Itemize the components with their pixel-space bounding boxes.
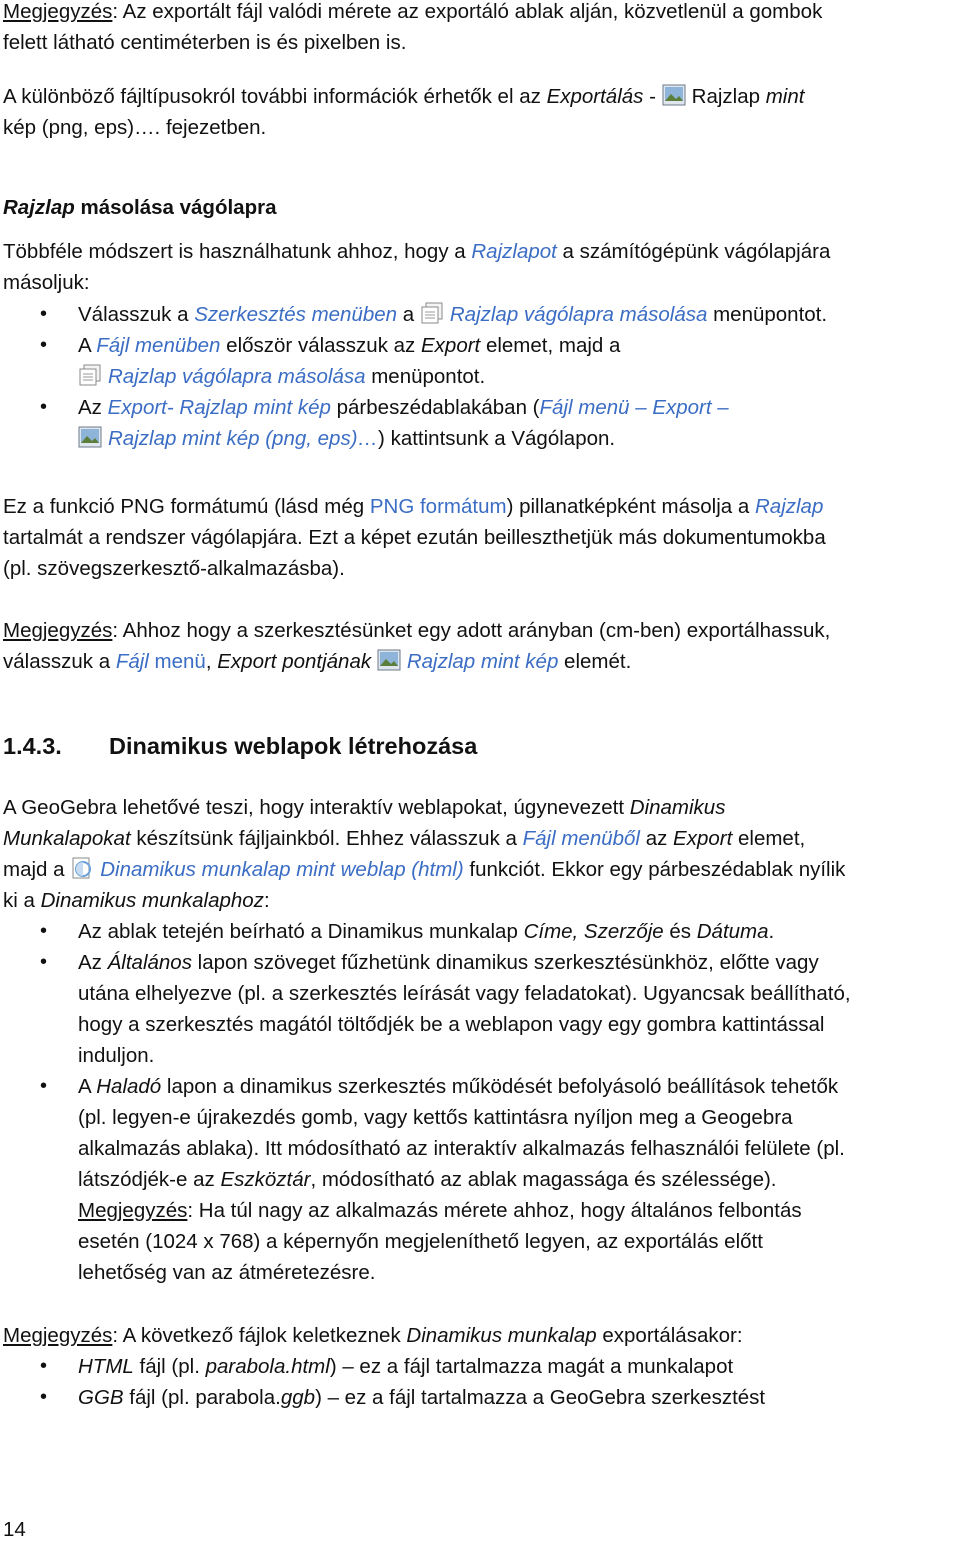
list-item: • Az Általános lapon szöveget fűzhetünk dinamikus szerkesztésünkhöz, előtte vagy utána elhelyezve (pl. a szerkesztés leírását vagy feladatokat). Ugyancsak beállítható, hogy a szerkesztés magától töltődjék be a weblapon vagy egy gombra kattintással induljon. bbox=[0, 947, 960, 1071]
copy-methods-list bbox=[0, 299, 960, 454]
heading-number: 1.4.3. bbox=[3, 733, 62, 759]
image-export-icon bbox=[662, 84, 686, 106]
list-item: • Az ablak tetején beírható a Dinamikus munkalap Címe, Szerzője és Dátuma. bbox=[0, 916, 960, 947]
bullet-icon: • bbox=[40, 1355, 48, 1377]
note-label: Megjegyzés bbox=[78, 1199, 188, 1222]
export-note-paragraph: Megjegyzés: Az exportált fájl valódi mérete az exportáló ablak alján, közvetlenül a gombok felett látható centiméterben is és pixelben is. A különböző fájltípusokról további információk érhetők el az Exportálás - Rajzlap mint kép (png, eps)…. fejezetben. bbox=[3, 0, 823, 139]
list-item: • A Fájl menüben először válasszuk az Export elemet, majd a Rajzlap vágólapra másolása menüpontot. bbox=[0, 330, 960, 392]
generated-files-list bbox=[0, 1351, 960, 1413]
bullet-icon: • bbox=[40, 396, 48, 418]
list-item: • A Haladó lapon a dinamikus szerkesztés működését befolyásoló beállítások tehetők (pl. legyen-e újrakezdés gomb, vagy kettős kattintásra nyíljon meg a Geogebra alkalmazás ablaka). Itt módosítható az interaktív alkalmazás felhasználói felülete (pl. látszódjék-e az Eszköztár, módosítható az ablak magassága és szélessége). Megjegyzés: Ha túl nagy az alkalmazás mérete ahhoz, hogy általános felbontás esetén (1024 x 768) a képernyőn megjeleníthető legyen, az exportálás előtt lehetőség van az átméretezésre. bbox=[0, 1071, 960, 1288]
section-heading bbox=[3, 731, 477, 762]
bullet-icon: • bbox=[40, 1075, 48, 1097]
scale-export-note-paragraph: Megjegyzés: Ahhoz hogy a szerkesztésünket egy adott arányban (cm-ben) exportálhassuk, válasszuk a Fájl menü, Export pontjának Rajzlap mint kép elemét. bbox=[3, 619, 831, 673]
dynamic-worksheet-paragraph: A GeoGebra lehetővé teszi, hogy interaktív weblapokat, úgynevezett Dinamikus Munkalapokat készítsünk fájljainkból. Ehhez válasszuk a Fájl menüből az Export elemet, majd a Dinamikus munkalap mint weblap (html) funkciót. Ekkor egy párbeszédablak nyílik ki a Dinamikus munkalaphoz: bbox=[3, 796, 846, 912]
section-title-copy-to-clipboard: Rajzlap másolása vágólapra bbox=[3, 196, 277, 219]
copy-graphics-icon bbox=[78, 364, 102, 386]
image-export-icon bbox=[78, 426, 102, 448]
note-label: Megjegyzés bbox=[3, 1324, 113, 1347]
heading-title: Dinamikus weblapok létrehozása bbox=[109, 733, 478, 759]
note-label: Megjegyzés bbox=[3, 619, 113, 642]
bullet-icon: • bbox=[40, 920, 48, 942]
list-item: • Válasszuk a Szerkesztés menüben a Rajzlap vágólapra másolása menüpontot. bbox=[0, 299, 960, 330]
page-number: 14 bbox=[3, 1518, 26, 1541]
png-copy-paragraph: Ez a funkció PNG formátumú (lásd még PNG formátum) pillanatképként másolja a Rajzlap tartalmát a rendszer vágólapjára. Ezt a képet ezután beilleszthetjük más dokumentumokba (pl. szövegszerkesztő-alkalmazásba). bbox=[3, 495, 826, 580]
generated-files-note: Megjegyzés: A következő fájlok keletkeznek Dinamikus munkalap exportálásakor: bbox=[3, 1324, 743, 1347]
list-item: • HTML fájl (pl. parabola.html) – ez a fájl tartalmazza magát a munkalapot bbox=[0, 1351, 960, 1382]
dialog-options-list bbox=[0, 916, 960, 1288]
note-label: Megjegyzés bbox=[3, 0, 113, 23]
png-format-link[interactable]: PNG formátum bbox=[369, 495, 507, 518]
copy-intro-paragraph: Többféle módszert is használhatunk ahhoz, hogy a Rajzlapot a számítógépünk vágólapjára másoljuk: bbox=[3, 240, 831, 294]
bullet-icon: • bbox=[40, 951, 48, 973]
copy-graphics-icon bbox=[420, 302, 444, 324]
image-export-icon bbox=[377, 649, 401, 671]
list-item: • GGB fájl (pl. parabola.ggb) – ez a fájl tartalmazza a GeoGebra szerkesztést bbox=[0, 1382, 960, 1413]
list-item: • Az Export- Rajzlap mint kép párbeszédablakában (Fájl menü – Export – Rajzlap mint kép (png, eps)…) kattintsunk a Vágólapon. bbox=[0, 392, 960, 454]
bullet-icon: • bbox=[40, 1386, 48, 1408]
html-export-icon bbox=[70, 857, 94, 879]
bullet-icon: • bbox=[40, 334, 48, 356]
bullet-icon: • bbox=[40, 303, 48, 325]
